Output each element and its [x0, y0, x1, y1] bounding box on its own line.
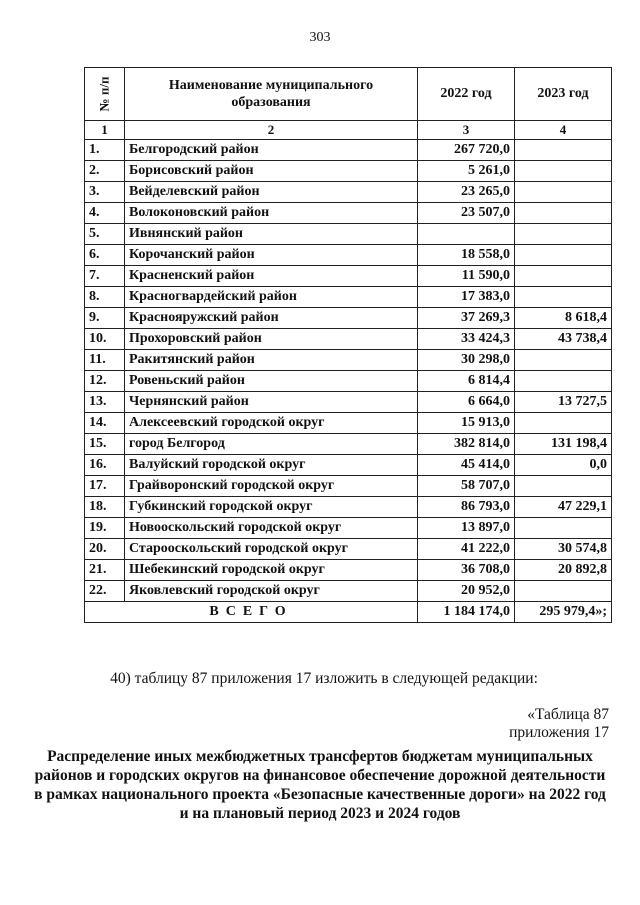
- header-year-2023: 2023 год: [515, 68, 612, 121]
- table-reference: [509, 706, 609, 742]
- row-municipality: Красногвардейский район: [125, 287, 418, 308]
- row-value-2023: [515, 182, 612, 203]
- row-municipality: Шебекинский городской округ: [125, 560, 418, 581]
- row-number: 17.: [85, 476, 125, 497]
- column-index: 1: [85, 121, 125, 140]
- row-value-2023: [515, 350, 612, 371]
- row-number: 21.: [85, 560, 125, 581]
- table-row: [85, 434, 612, 455]
- row-value-2022: 15 913,0: [418, 413, 515, 434]
- table-row: [85, 539, 612, 560]
- row-number: 2.: [85, 161, 125, 182]
- row-number: 5.: [85, 224, 125, 245]
- table-row: [85, 308, 612, 329]
- page-number: 303: [309, 30, 331, 45]
- table-row: [85, 203, 612, 224]
- row-municipality: Алексеевский городской округ: [125, 413, 418, 434]
- row-value-2023: 43 738,4: [515, 329, 612, 350]
- row-value-2022: 6 814,4: [418, 371, 515, 392]
- header-municipality-name: Наименование муниципального образования: [125, 68, 418, 121]
- row-number: 14.: [85, 413, 125, 434]
- table-row: [85, 455, 612, 476]
- table-row: [85, 329, 612, 350]
- row-municipality: Вейделевский район: [125, 182, 418, 203]
- total-row: [85, 602, 612, 623]
- row-value-2022: 5 261,0: [418, 161, 515, 182]
- row-value-2022: 382 814,0: [418, 434, 515, 455]
- row-municipality: Ивнянский район: [125, 224, 418, 245]
- row-municipality: Новооскольский городской округ: [125, 518, 418, 539]
- row-number: 7.: [85, 266, 125, 287]
- row-number: 22.: [85, 581, 125, 602]
- row-number: 18.: [85, 497, 125, 518]
- row-value-2022: 23 507,0: [418, 203, 515, 224]
- row-value-2022: 36 708,0: [418, 560, 515, 581]
- row-value-2022: 33 424,3: [418, 329, 515, 350]
- table-row: [85, 266, 612, 287]
- table-row: [85, 560, 612, 581]
- row-value-2023: [515, 287, 612, 308]
- table-row: [85, 413, 612, 434]
- row-number: 16.: [85, 455, 125, 476]
- table-row: [85, 476, 612, 497]
- row-value-2023: [515, 245, 612, 266]
- row-value-2023: 47 229,1: [515, 497, 612, 518]
- row-value-2023: [515, 140, 612, 161]
- row-number: 1.: [85, 140, 125, 161]
- row-value-2022: 45 414,0: [418, 455, 515, 476]
- row-municipality: Губкинский городской округ: [125, 497, 418, 518]
- table-row: [85, 350, 612, 371]
- table-row: [85, 182, 612, 203]
- table-row: [85, 161, 612, 182]
- row-value-2023: [515, 266, 612, 287]
- section-heading: Распределение иных межбюджетных трансфертов бюджетам муниципальных районов и городских округов на финансовое обеспечение дорожной деятельности в рамках национального проекта «Безопасные качественные дороги» на 2022 год и на плановый период 2023 и 2024 годов: [34, 748, 606, 822]
- row-value-2022: 17 383,0: [418, 287, 515, 308]
- table-reference-line1: «Таблица 87: [527, 706, 609, 723]
- row-value-2023: [515, 581, 612, 602]
- table-row: [85, 245, 612, 266]
- row-municipality: город Белгород: [125, 434, 418, 455]
- row-value-2023: 30 574,8: [515, 539, 612, 560]
- row-number: 19.: [85, 518, 125, 539]
- row-value-2022: [418, 224, 515, 245]
- table-row: [85, 140, 612, 161]
- row-number: 4.: [85, 203, 125, 224]
- header-year-2022: 2022 год: [418, 68, 515, 121]
- row-number: 12.: [85, 371, 125, 392]
- row-municipality: Ракитянский район: [125, 350, 418, 371]
- row-value-2022: 41 222,0: [418, 539, 515, 560]
- allocation-table: [84, 67, 612, 623]
- row-municipality: Яковлевский городской округ: [125, 581, 418, 602]
- row-municipality: Валуйский городской округ: [125, 455, 418, 476]
- row-municipality: Ровеньский район: [125, 371, 418, 392]
- row-municipality: Красненский район: [125, 266, 418, 287]
- row-number: 15.: [85, 434, 125, 455]
- total-label: ВСЕГО: [85, 602, 418, 623]
- row-value-2022: 86 793,0: [418, 497, 515, 518]
- row-number: 11.: [85, 350, 125, 371]
- table-row: [85, 287, 612, 308]
- row-number: 6.: [85, 245, 125, 266]
- table-row: [85, 518, 612, 539]
- paragraph-40: 40) таблицу 87 приложения 17 изложить в следующей редакции:: [110, 670, 538, 687]
- row-municipality: Чернянский район: [125, 392, 418, 413]
- table-row: [85, 224, 612, 245]
- row-value-2023: [515, 518, 612, 539]
- row-value-2023: [515, 203, 612, 224]
- column-index-row: [85, 121, 612, 140]
- row-number: 10.: [85, 329, 125, 350]
- row-value-2023: 131 198,4: [515, 434, 612, 455]
- row-value-2023: 8 618,4: [515, 308, 612, 329]
- row-number: 20.: [85, 539, 125, 560]
- row-municipality: Волоконовский район: [125, 203, 418, 224]
- row-value-2022: 20 952,0: [418, 581, 515, 602]
- row-value-2022: 11 590,0: [418, 266, 515, 287]
- row-value-2022: 13 897,0: [418, 518, 515, 539]
- column-index: 3: [418, 121, 515, 140]
- row-municipality: Белгородский район: [125, 140, 418, 161]
- row-number: 13.: [85, 392, 125, 413]
- table-header-row: [85, 68, 612, 121]
- row-value-2023: [515, 371, 612, 392]
- row-value-2023: [515, 224, 612, 245]
- total-value-2023: 295 979,4»;: [515, 602, 612, 623]
- row-value-2022: 58 707,0: [418, 476, 515, 497]
- row-value-2023: 0,0: [515, 455, 612, 476]
- row-value-2023: [515, 161, 612, 182]
- row-value-2022: 37 269,3: [418, 308, 515, 329]
- row-municipality: Борисовский район: [125, 161, 418, 182]
- row-municipality: Прохоровский район: [125, 329, 418, 350]
- row-number: 9.: [85, 308, 125, 329]
- row-value-2022: 267 720,0: [418, 140, 515, 161]
- row-value-2022: 18 558,0: [418, 245, 515, 266]
- row-number: 3.: [85, 182, 125, 203]
- row-value-2022: 23 265,0: [418, 182, 515, 203]
- row-number: 8.: [85, 287, 125, 308]
- row-value-2023: 13 727,5: [515, 392, 612, 413]
- row-value-2023: 20 892,8: [515, 560, 612, 581]
- row-value-2023: [515, 476, 612, 497]
- table-row: [85, 581, 612, 602]
- row-value-2023: [515, 413, 612, 434]
- column-index: 2: [125, 121, 418, 140]
- total-value-2022: 1 184 174,0: [418, 602, 515, 623]
- table-row: [85, 497, 612, 518]
- header-number: № п/п: [85, 68, 125, 121]
- table-reference-line2: приложения 17: [509, 724, 609, 741]
- row-municipality: Корочанский район: [125, 245, 418, 266]
- row-municipality: Старооскольский городской округ: [125, 539, 418, 560]
- row-municipality: Краснояружский район: [125, 308, 418, 329]
- row-value-2022: 6 664,0: [418, 392, 515, 413]
- table-row: [85, 392, 612, 413]
- column-index: 4: [515, 121, 612, 140]
- row-municipality: Грайворонский городской округ: [125, 476, 418, 497]
- row-value-2022: 30 298,0: [418, 350, 515, 371]
- table-row: [85, 371, 612, 392]
